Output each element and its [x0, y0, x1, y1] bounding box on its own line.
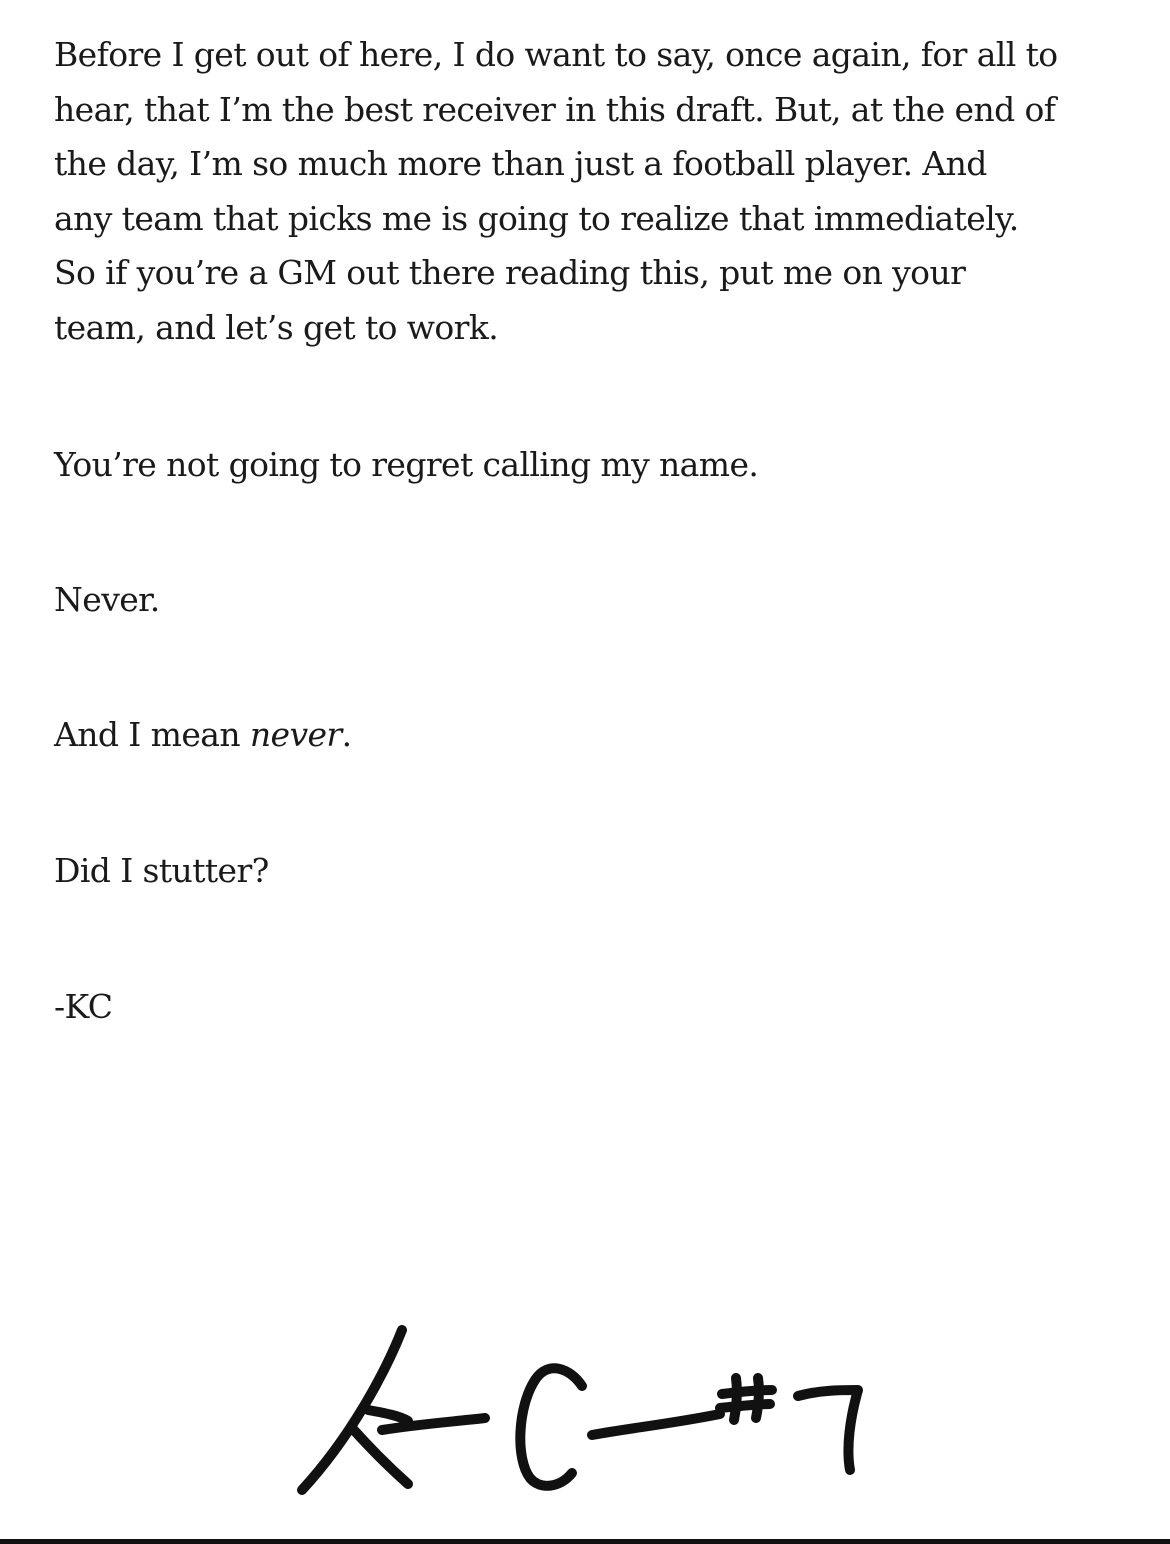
- signoff: -KC: [54, 987, 113, 1026]
- signature-c: [520, 1368, 582, 1486]
- paragraph-line: So if you’re a GM out there reading this, put me on your: [54, 253, 966, 292]
- paragraph-never: Never.: [54, 580, 160, 619]
- paragraph-stutter: Did I stutter?: [54, 851, 269, 890]
- bottom-divider: [0, 1539, 1170, 1544]
- paragraph-line: hear, that I’m the best receiver in this draft. But, at the end of: [54, 89, 1056, 129]
- paragraph-line: team, and let’s get to work.: [54, 307, 499, 347]
- signature-seven: [798, 1390, 858, 1470]
- emphasis-prefix: And I mean: [54, 715, 250, 754]
- paragraph-intro: [54, 28, 1124, 355]
- emphasis-word: never: [249, 715, 342, 754]
- handwritten-signature: [290, 1318, 870, 1508]
- paragraph-line: the day, I’m so much more than just a football player. And: [54, 144, 987, 183]
- paragraph-line: any team that picks me is going to realize that immediately.: [54, 198, 1019, 238]
- signature-hash: [720, 1378, 772, 1420]
- signature-tail: [592, 1414, 720, 1435]
- paragraph-line: Before I get out of here, I do want to say, once again, for all to: [54, 35, 1058, 74]
- paragraph-mean-never: [54, 708, 352, 762]
- emphasis-suffix: .: [341, 715, 352, 754]
- paragraph-regret: You’re not going to regret calling my name.: [54, 445, 759, 484]
